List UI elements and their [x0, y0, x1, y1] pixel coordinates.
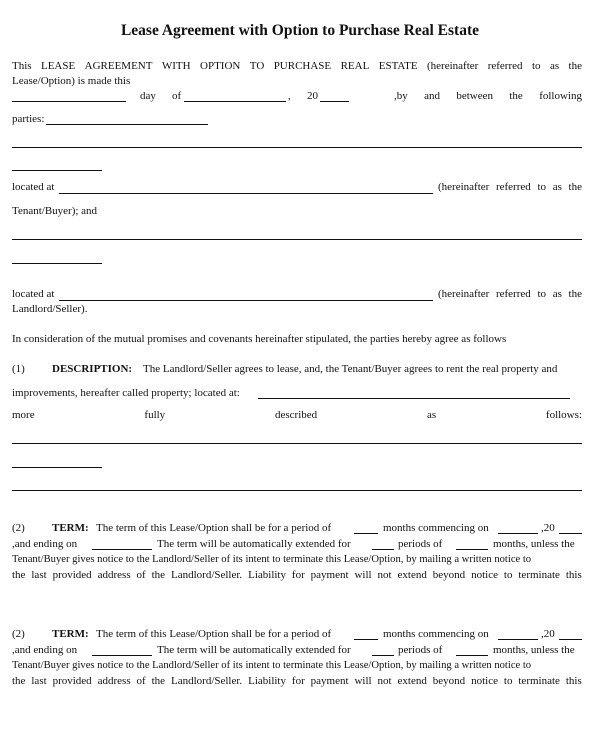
landlord-name-line[interactable] [12, 239, 582, 240]
word: payment [310, 569, 349, 581]
word: Liability [248, 569, 286, 581]
months-unless-text: months, unless the [493, 538, 575, 550]
word: provided [52, 569, 92, 581]
word: will [354, 675, 372, 687]
word: (hereinafter [438, 288, 490, 300]
word: (hereinafter [427, 60, 479, 72]
term-year-prefix: ,20 [541, 522, 555, 534]
description-line-3[interactable] [12, 490, 582, 491]
term-text-4 [12, 675, 582, 688]
tenant-role: Tenant/Buyer); and [12, 205, 98, 217]
month-blank[interactable] [184, 101, 286, 102]
word: ,by [394, 90, 408, 102]
tenant-name-line[interactable] [12, 147, 582, 148]
word: extend [397, 569, 427, 581]
word: as [426, 409, 437, 421]
term-heading: TERM: [52, 628, 89, 640]
word: to [537, 288, 547, 300]
word: to [503, 569, 513, 581]
word: terminate [518, 569, 560, 581]
description-line-1[interactable] [12, 443, 582, 444]
word: to [537, 181, 547, 193]
tenant-address-blank[interactable] [59, 193, 433, 194]
ending-date-blank[interactable] [92, 549, 152, 550]
term-text-2: months commencing on [383, 522, 489, 534]
ending-on-label: ,and ending on [12, 538, 78, 550]
word: This [12, 60, 32, 72]
period-months-blank[interactable] [354, 639, 378, 640]
term-section [0, 628, 600, 698]
periods-of-label: periods of [398, 538, 443, 550]
word: beyond [432, 569, 466, 581]
word: PURCHASE [273, 60, 332, 72]
term-text-1: The term of this Lease/Option shall be for a period of [96, 522, 332, 534]
word: (hereinafter [438, 181, 490, 193]
word: referred [487, 60, 523, 72]
word: notice [471, 675, 498, 687]
word: extend [397, 675, 427, 687]
ending-on-label: ,and ending on [12, 644, 78, 656]
section-1-number: (1) [12, 363, 25, 375]
word: payment [310, 675, 349, 687]
word: Landlord/Seller. [171, 675, 243, 687]
comma: , [288, 90, 291, 102]
word: LEASE [40, 60, 76, 72]
periods-of-label: periods of [398, 644, 443, 656]
word: for [291, 569, 305, 581]
word: not [377, 569, 392, 581]
word: beyond [432, 675, 466, 687]
word: Liability [248, 675, 286, 687]
date-day-blank[interactable] [12, 101, 126, 102]
word: of [136, 675, 146, 687]
landlord-located-label: located at [12, 288, 55, 300]
word: the [568, 60, 582, 72]
word: described [274, 409, 318, 421]
description-text-1: The Landlord/Seller agrees to lease, and, the Tenant/Buyer agrees to rent the real property and [143, 363, 558, 375]
commencing-date-blank[interactable] [498, 533, 538, 534]
word: of [136, 569, 146, 581]
description-line-2[interactable] [12, 467, 102, 468]
parties-blank[interactable] [46, 124, 208, 125]
year-prefix: 20 [307, 90, 318, 102]
landlord-address-blank[interactable] [59, 300, 433, 301]
word: more [12, 409, 35, 421]
commencing-year-blank[interactable] [559, 639, 582, 640]
word: provided [52, 675, 92, 687]
landlord-role: Landlord/Seller). [12, 303, 88, 315]
more-fully-described [12, 409, 582, 422]
extension-text: The term will be automatically extended for [157, 538, 351, 550]
word: the [151, 675, 166, 687]
word: the [509, 90, 523, 102]
tenant-referred-text [438, 181, 582, 194]
extension-count-blank[interactable] [372, 549, 394, 550]
term-number: (2) [12, 628, 25, 640]
word: AGREEMENT [84, 60, 153, 72]
word: address [97, 569, 131, 581]
term-text-2: months commencing on [383, 628, 489, 640]
term-number: (2) [12, 522, 25, 534]
word: as [552, 181, 562, 193]
of-label: of [172, 90, 182, 102]
intro-line-1 [12, 60, 582, 73]
word: the [12, 569, 26, 581]
tenant-located-label: located at [12, 181, 55, 193]
word: last [31, 675, 47, 687]
word: the [568, 181, 582, 193]
extension-count-blank[interactable] [372, 655, 394, 656]
word: address [97, 675, 131, 687]
period-length-blank[interactable] [456, 655, 488, 656]
term-year-prefix: ,20 [541, 628, 555, 640]
word: the [568, 288, 582, 300]
word: this [565, 569, 582, 581]
word: Landlord/Seller. [171, 569, 243, 581]
word: notice [471, 569, 498, 581]
word: the [12, 675, 26, 687]
word: as [549, 60, 560, 72]
months-unless-text: months, unless the [493, 644, 575, 656]
term-heading: TERM: [52, 522, 89, 534]
landlord-name-line-2[interactable] [12, 263, 102, 264]
term-text-4 [12, 569, 582, 582]
commencing-year-blank[interactable] [559, 533, 582, 534]
word: will [354, 569, 372, 581]
extension-text: The term will be automatically extended for [157, 644, 351, 656]
word: as [552, 288, 562, 300]
word: TO [249, 60, 265, 72]
word: last [31, 569, 47, 581]
word: following [539, 90, 582, 102]
word: OPTION [200, 60, 241, 72]
word: and [424, 90, 440, 102]
day-label: day [140, 90, 156, 102]
word: for [291, 675, 305, 687]
period-length-blank[interactable] [456, 549, 488, 550]
year-blank[interactable] [320, 101, 349, 102]
word: terminate [518, 675, 560, 687]
term-text-3: Tenant/Buyer gives notice to the Landlord/Seller of its intent to terminate this Lease/Option, by mailing a written notice to [12, 660, 532, 671]
word: REAL [340, 60, 370, 72]
word: to [531, 60, 541, 72]
property-location-blank[interactable] [258, 398, 570, 399]
intro-line-2: Lease/Option) is made this [12, 75, 131, 87]
term-section [0, 522, 600, 592]
commencing-date-blank[interactable] [498, 639, 538, 640]
word: this [565, 675, 582, 687]
word: between [456, 90, 494, 102]
term-text-3: Tenant/Buyer gives notice to the Landlord/Seller of its intent to terminate this Lease/Option, by mailing a written notice to [12, 554, 532, 565]
period-months-blank[interactable] [354, 533, 378, 534]
word: ESTATE [378, 60, 418, 72]
tenant-name-line-2[interactable] [12, 170, 102, 171]
parties-label: parties: [12, 113, 45, 125]
consideration-text: In consideration of the mutual promises and covenants hereinafter stipulated, the parties hereby agree as follows [12, 333, 507, 345]
word: not [377, 675, 392, 687]
word: to [503, 675, 513, 687]
description-text-2: improvements, hereafter called property; located at: [12, 387, 240, 399]
landlord-referred-text [438, 288, 582, 301]
document-title: Lease Agreement with Option to Purchase Real Estate [120, 22, 480, 39]
term-text-1: The term of this Lease/Option shall be for a period of [96, 628, 332, 640]
word: fully [144, 409, 166, 421]
word: the [151, 569, 166, 581]
word: WITH [161, 60, 191, 72]
word: referred [495, 181, 531, 193]
by-between-text [394, 90, 582, 103]
ending-date-blank[interactable] [92, 655, 152, 656]
description-heading: DESCRIPTION: [52, 363, 133, 375]
word: follows: [545, 409, 582, 421]
word: referred [495, 288, 531, 300]
